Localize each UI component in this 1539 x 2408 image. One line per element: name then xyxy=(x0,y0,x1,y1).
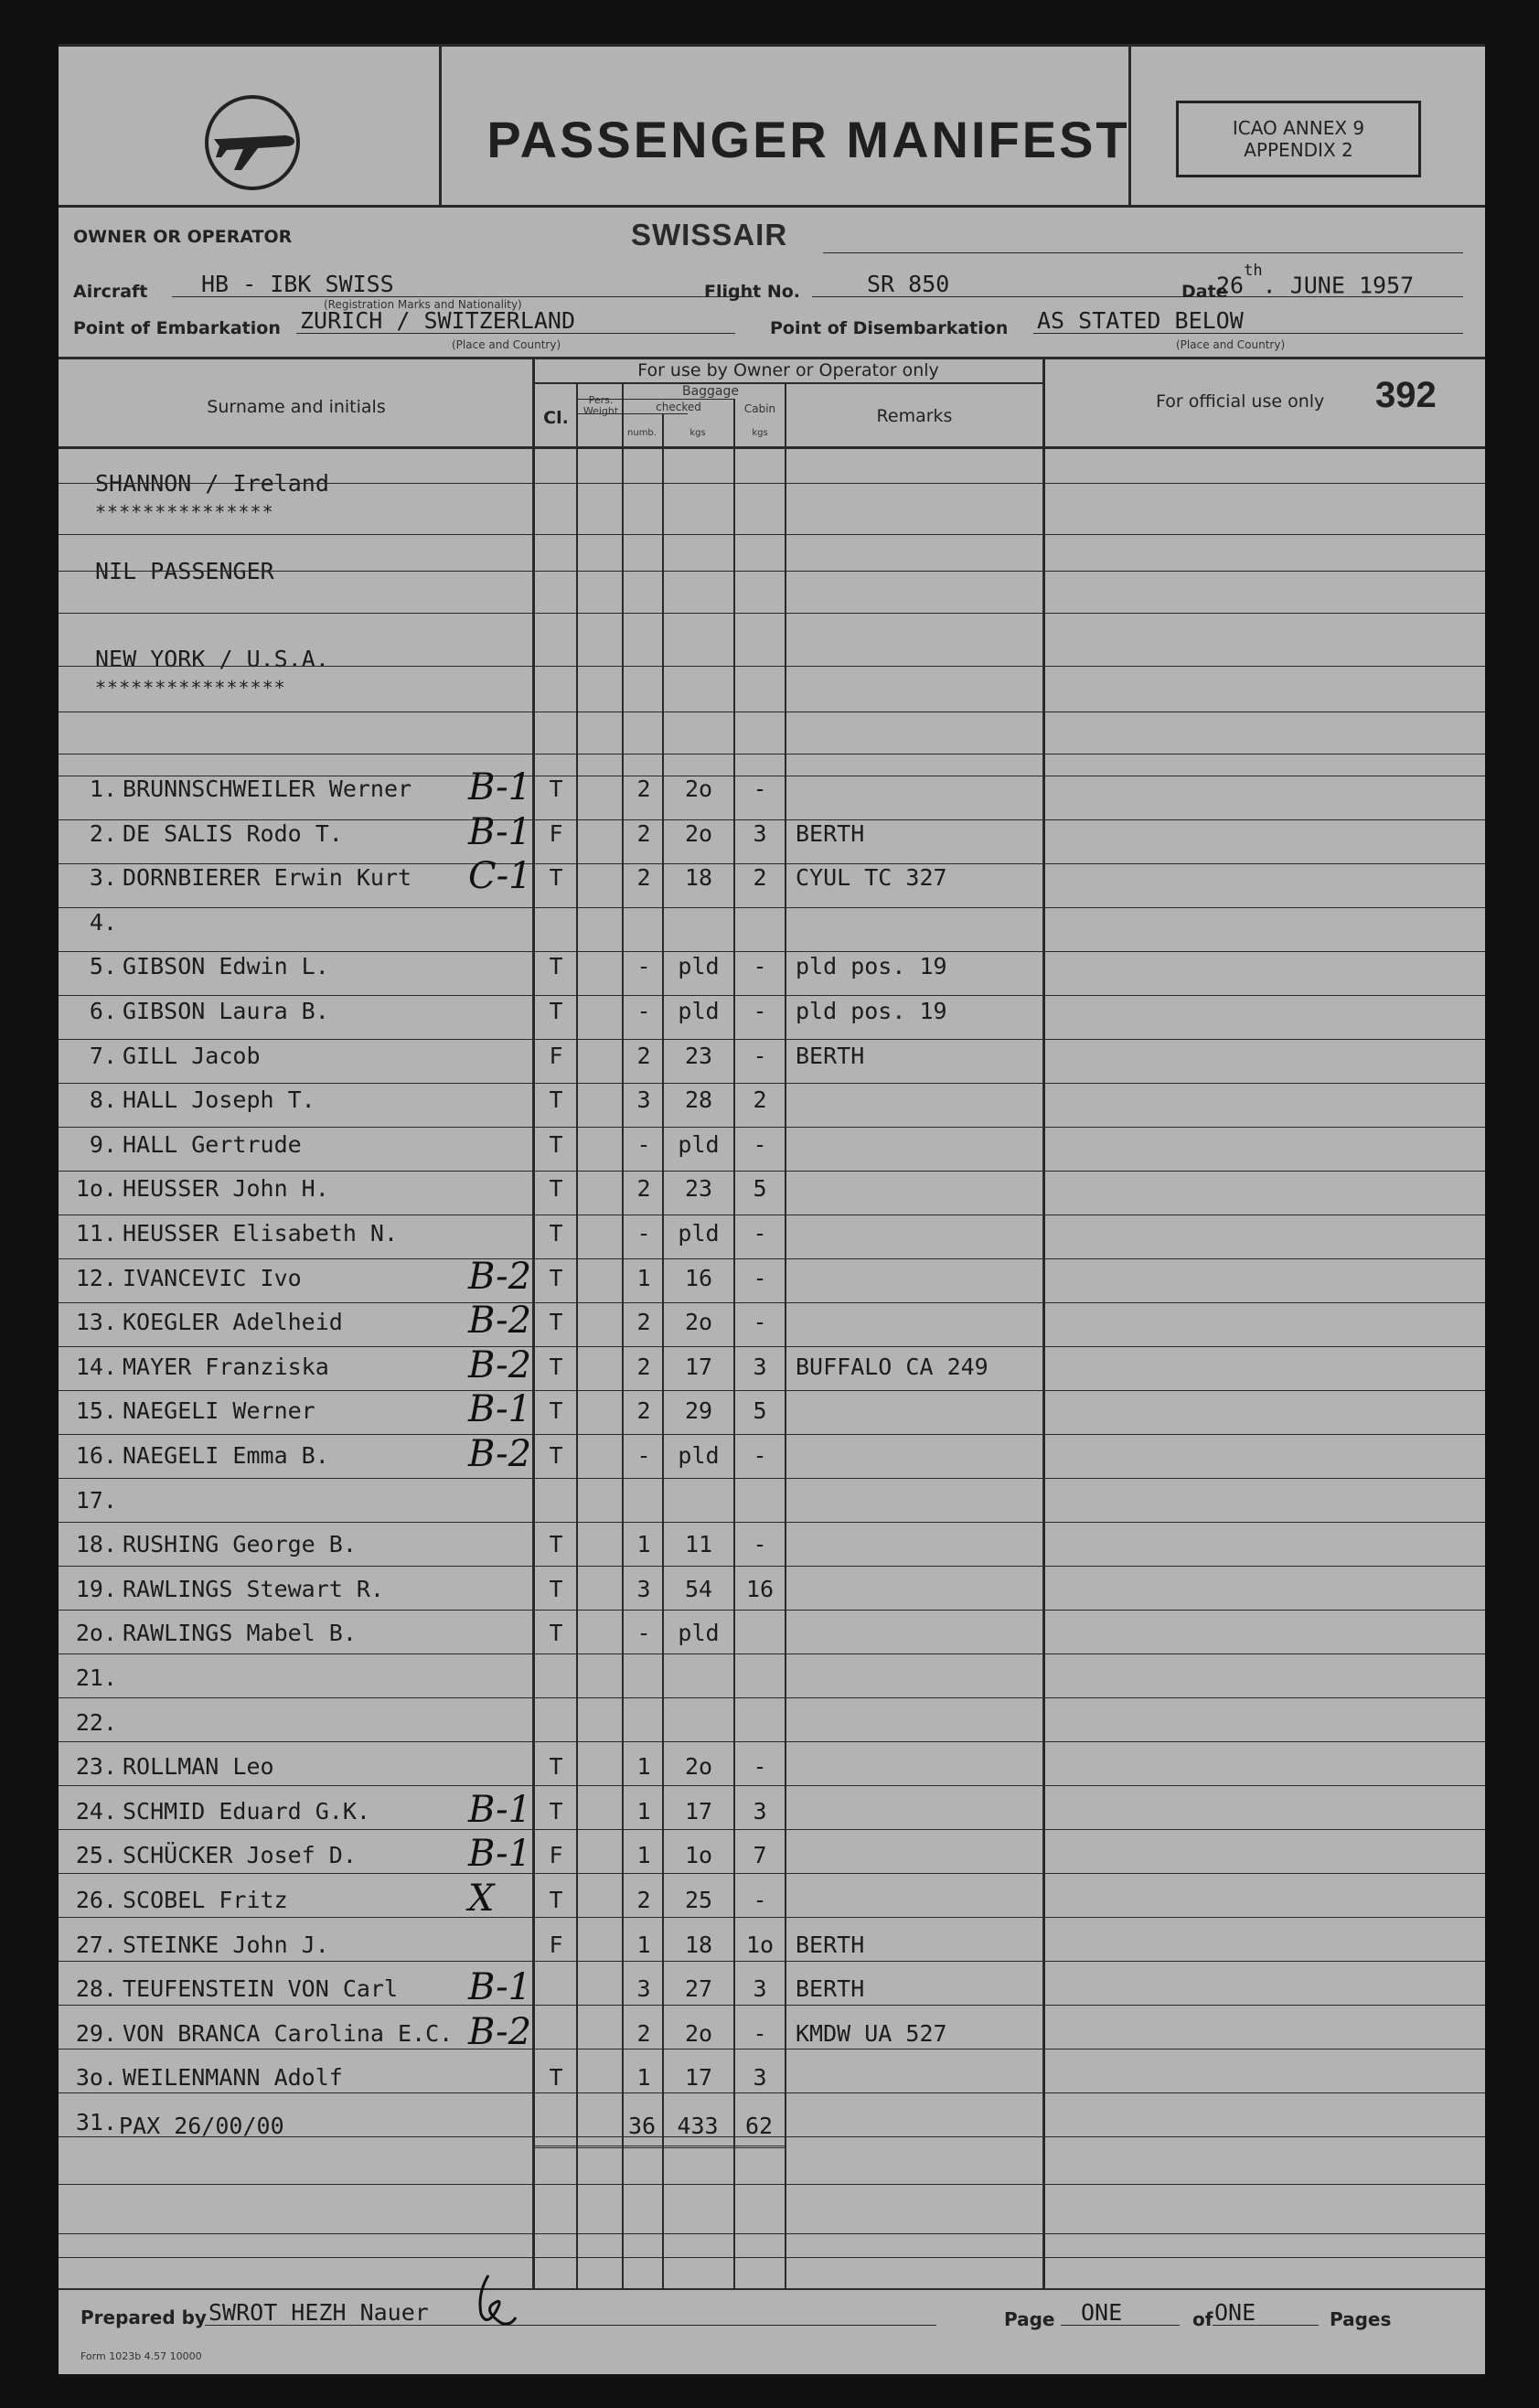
aircraft-value: HB - IBK SWISS xyxy=(201,271,394,297)
row-number: 4. xyxy=(89,909,117,936)
baggage-count-cell: 2 xyxy=(636,1887,651,1913)
table-header-bottom xyxy=(59,446,1485,449)
baggage-count-cell: 2 xyxy=(636,1175,651,1202)
remarks-cell: CYUL TC 327 xyxy=(796,864,947,891)
embarkation-note: (Place and Country) xyxy=(452,338,561,351)
checked-header: checked xyxy=(656,401,701,413)
class-column-header: Cl. xyxy=(543,408,569,428)
disembarkation-note: (Place and Country) xyxy=(1176,338,1286,351)
official-use-header: For official use only xyxy=(1156,391,1325,412)
class-cell: F xyxy=(549,820,563,847)
ruling-line xyxy=(59,613,1485,614)
passenger-name: HALL Joseph T. xyxy=(123,1086,315,1113)
table-row xyxy=(59,2105,1485,2149)
totals-kgs: 433 xyxy=(677,2113,719,2139)
baggage-kgs-cell: pld xyxy=(678,1220,720,1247)
remarks-cell: pld pos. 19 xyxy=(796,998,947,1024)
icao-line-1: ICAO ANNEX 9 xyxy=(1232,117,1365,139)
class-cell: F xyxy=(549,1842,563,1868)
row-number: 1. xyxy=(89,776,117,802)
passenger-name: RAWLINGS Stewart R. xyxy=(123,1576,384,1602)
weight-column-header: Pers. Weight xyxy=(582,394,619,417)
handwritten-mark: B-2 xyxy=(468,1344,532,1386)
cabin-cell: - xyxy=(753,998,767,1024)
class-cell: T xyxy=(549,1131,563,1158)
of-label: of xyxy=(1192,2308,1213,2330)
section-stars: *************** xyxy=(95,501,274,523)
handwritten-mark: B-1 xyxy=(468,1966,532,2008)
prepared-underline xyxy=(205,2325,936,2326)
row-number: 31. xyxy=(75,2109,117,2135)
remarks-cell: BERTH xyxy=(796,1975,865,2002)
of-value: ONE xyxy=(1214,2299,1256,2326)
totals-numb: 36 xyxy=(627,2113,657,2139)
baggage-kgs-cell: 17 xyxy=(684,1354,713,1380)
baggage-kgs-cell: 28 xyxy=(684,1086,713,1113)
cabin-cell: - xyxy=(753,776,767,802)
table-row xyxy=(59,1750,1485,1793)
baggage-count-cell: 1 xyxy=(636,1265,651,1291)
baggage-count-cell: 2 xyxy=(636,1354,651,1380)
row-number: 17. xyxy=(75,1487,117,1514)
table-row xyxy=(59,1966,1485,2016)
cabin-cell: - xyxy=(753,1043,767,1069)
row-number: 29. xyxy=(75,2020,117,2047)
row-number: 21. xyxy=(75,1664,117,1691)
ruling-line xyxy=(59,2257,1485,2258)
cabin-column-header: Cabin xyxy=(743,402,776,415)
table-row xyxy=(59,1661,1485,1705)
remarks-column-header: Remarks xyxy=(876,406,953,426)
cabin-cell: - xyxy=(753,1220,767,1247)
class-cell: T xyxy=(549,1620,563,1646)
class-cell: T xyxy=(549,2064,563,2091)
cabin-cell: - xyxy=(753,1531,767,1557)
flight-label: Flight No. xyxy=(704,282,801,302)
row-number: 26. xyxy=(75,1887,117,1913)
row-number: 27. xyxy=(75,1932,117,1958)
row-number: 3o. xyxy=(75,2064,117,2091)
row-number: 22. xyxy=(75,1709,117,1736)
baggage-count-cell: 1 xyxy=(636,1531,651,1557)
handwritten-mark: B-2 xyxy=(468,1256,532,1298)
cabin-cell: 7 xyxy=(753,1842,767,1868)
baggage-count-cell: - xyxy=(636,1620,651,1646)
of-underline xyxy=(1213,2325,1319,2326)
table-row xyxy=(59,1172,1485,1215)
table-row xyxy=(59,855,1485,904)
airplane-logo-icon xyxy=(203,93,302,192)
row-number: 6. xyxy=(89,998,117,1024)
icao-reference-box xyxy=(1176,101,1421,177)
baggage-kgs-cell: pld xyxy=(678,1442,720,1469)
cabin-cell: - xyxy=(753,1265,767,1291)
row-number: 7. xyxy=(89,1043,117,1069)
baggage-count-cell: - xyxy=(636,998,651,1024)
row-number: 2. xyxy=(89,820,117,847)
baggage-kgs-cell: pld xyxy=(678,998,720,1024)
top-border xyxy=(59,44,1485,47)
class-cell: T xyxy=(549,1887,563,1913)
table-row xyxy=(59,1300,1485,1349)
passenger-name: GIBSON Laura B. xyxy=(123,998,329,1024)
page-label: Page xyxy=(1004,2308,1055,2330)
cabin-cell: - xyxy=(753,1131,767,1158)
passenger-name: GIBSON Edwin L. xyxy=(123,953,329,979)
passenger-name: NAEGELI Werner xyxy=(123,1397,315,1424)
table-row xyxy=(59,1083,1485,1127)
class-cell: T xyxy=(549,864,563,891)
passenger-name: RUSHING George B. xyxy=(123,1531,357,1557)
class-cell: T xyxy=(549,1397,563,1424)
table-row xyxy=(59,1388,1485,1438)
baggage-count-cell: 2 xyxy=(636,1043,651,1069)
handwritten-mark: B-1 xyxy=(468,811,532,853)
prepared-label: Prepared by xyxy=(80,2306,207,2328)
flight-value: SR 850 xyxy=(867,271,950,297)
table-row xyxy=(59,949,1485,993)
baggage-count-cell: 2 xyxy=(636,2020,651,2047)
table-row xyxy=(59,1789,1485,1838)
cabin-cell: 2 xyxy=(753,1086,767,1113)
passenger-name: DORNBIERER Erwin Kurt xyxy=(123,864,412,891)
passenger-name: BRUNNSCHWEILER Werner xyxy=(123,776,412,802)
handwritten-mark: B-1 xyxy=(468,1833,532,1875)
baggage-kgs-cell: 17 xyxy=(684,2064,713,2091)
cabin-cell: 5 xyxy=(753,1397,767,1424)
ruling-line xyxy=(59,483,1485,484)
cabin-cell: - xyxy=(753,1887,767,1913)
date-day: 26 xyxy=(1216,272,1245,299)
passenger-name: ROLLMAN Leo xyxy=(123,1753,274,1780)
table-row xyxy=(59,766,1485,816)
class-cell: T xyxy=(549,776,563,802)
row-number: 5. xyxy=(89,953,117,979)
page-title: PASSENGER MANIFEST xyxy=(486,111,1130,168)
passenger-name: DE SALIS Rodo T. xyxy=(123,820,343,847)
table-row xyxy=(59,905,1485,949)
table-row xyxy=(59,1706,1485,1750)
passenger-name: STEINKE John J. xyxy=(123,1932,329,1958)
class-cell: T xyxy=(549,1531,563,1557)
table-row xyxy=(59,1572,1485,1616)
table-row xyxy=(59,1128,1485,1172)
row-number: 19. xyxy=(75,1576,117,1602)
baggage-count-cell: 1 xyxy=(636,2064,651,2091)
page-underline xyxy=(1061,2325,1180,2326)
baggage-count-cell: 3 xyxy=(636,1086,651,1113)
signature-icon xyxy=(461,2272,525,2332)
ruling-line xyxy=(59,666,1485,667)
ruling-line xyxy=(59,571,1485,572)
remarks-cell: pld pos. 19 xyxy=(796,953,947,979)
passenger-name: GILL Jacob xyxy=(123,1043,261,1069)
aircraft-label: Aircraft xyxy=(73,282,148,302)
pages-label: Pages xyxy=(1330,2308,1392,2330)
row-number: 11. xyxy=(75,1220,117,1247)
baggage-count-cell: 2 xyxy=(636,820,651,847)
page-value: ONE xyxy=(1081,2299,1123,2326)
cabin-cell: - xyxy=(753,953,767,979)
passenger-name: NAEGELI Emma B. xyxy=(123,1442,329,1469)
class-cell: T xyxy=(549,1265,563,1291)
date-rest: . JUNE 1957 xyxy=(1262,272,1415,299)
remarks-cell: BERTH xyxy=(796,1932,865,1958)
handwritten-mark: B-1 xyxy=(468,766,532,808)
baggage-count-cell: - xyxy=(636,1442,651,1469)
passenger-name: MAYER Franziska xyxy=(123,1354,329,1380)
operator-value: SWISSAIR xyxy=(631,218,788,252)
date-underline xyxy=(1216,296,1463,297)
row-number: 18. xyxy=(75,1531,117,1557)
class-cell: T xyxy=(549,1354,563,1380)
passenger-name: KOEGLER Adelheid xyxy=(123,1309,343,1335)
passenger-name: SCHMID Eduard G.K. xyxy=(123,1798,370,1825)
cabin-cell: 3 xyxy=(753,1354,767,1380)
disembarkation-label: Point of Disembarkation xyxy=(770,318,1009,338)
header-divider-left xyxy=(439,44,442,205)
cabin-cell: - xyxy=(753,1753,767,1780)
baggage-kgs-cell: 54 xyxy=(684,1576,713,1602)
footer-rule xyxy=(59,2288,1485,2290)
form-code: Form 1023b 4.57 10000 xyxy=(80,2350,202,2362)
passenger-name: RAWLINGS Mabel B. xyxy=(123,1620,357,1646)
row-number: 23. xyxy=(75,1753,117,1780)
baggage-kgs-cell: pld xyxy=(678,1620,720,1646)
remarks-cell: BUFFALO CA 249 xyxy=(796,1354,989,1380)
cabin-cell: - xyxy=(753,1309,767,1335)
baggage-kgs-cell: 2o xyxy=(684,1309,713,1335)
row-number: 16. xyxy=(75,1442,117,1469)
table-row xyxy=(59,1878,1485,1927)
row-number: 8. xyxy=(89,1086,117,1113)
remarks-cell: KMDW UA 527 xyxy=(796,2020,947,2047)
table-row xyxy=(59,1433,1485,1482)
baggage-count-cell: - xyxy=(636,1220,651,1247)
baggage-header: Baggage xyxy=(681,384,740,399)
official-number: 392 xyxy=(1375,375,1437,415)
passenger-name: SCOBEL Fritz xyxy=(123,1887,288,1913)
section-stars: **************** xyxy=(95,677,286,699)
baggage-count-cell: - xyxy=(636,953,651,979)
baggage-kgs-cell: 25 xyxy=(684,1887,713,1913)
handwritten-mark: B-2 xyxy=(468,1433,532,1475)
class-cell: T xyxy=(549,1175,563,1202)
class-cell: F xyxy=(549,1932,563,1958)
baggage-kgs-cell: 2o xyxy=(684,2020,713,2047)
passenger-name: HALL Gertrude xyxy=(123,1131,302,1158)
row-number: 9. xyxy=(89,1131,117,1158)
baggage-kgs-cell: 2o xyxy=(684,820,713,847)
class-cell: T xyxy=(549,1576,563,1602)
baggage-kgs-cell: 1o xyxy=(684,1842,713,1868)
baggage-count-cell: 1 xyxy=(636,1932,651,1958)
row-number: 15. xyxy=(75,1397,117,1424)
table-row xyxy=(59,1833,1485,1882)
passenger-name: HEUSSER John H. xyxy=(123,1175,329,1202)
table-row xyxy=(59,1616,1485,1660)
owner-use-header: For use by Owner or Operator only xyxy=(637,360,939,380)
table-row xyxy=(59,1256,1485,1305)
class-cell: T xyxy=(549,998,563,1024)
baggage-count-cell: 3 xyxy=(636,1576,651,1602)
cabin-cell: 16 xyxy=(745,1576,775,1602)
row-number: 13. xyxy=(75,1309,117,1335)
passenger-name: IVANCEVIC Ivo xyxy=(123,1265,302,1291)
section-place: NEW YORK / U.S.A. xyxy=(95,646,329,672)
numb-column-header: numb. xyxy=(627,428,657,438)
cabin-cell: 1o xyxy=(745,1932,775,1958)
aircraft-underline xyxy=(172,296,753,297)
cabin-cell: - xyxy=(753,2020,767,2047)
remarks-cell: BERTH xyxy=(796,820,865,847)
disembarkation-value: AS STATED BELOW xyxy=(1037,307,1244,334)
baggage-count-cell: 2 xyxy=(636,864,651,891)
remarks-cell: BERTH xyxy=(796,1043,865,1069)
cabin-cell: 3 xyxy=(753,1975,767,2002)
table-row xyxy=(59,1483,1485,1527)
embarkation-underline xyxy=(296,333,735,334)
row-number: 1o. xyxy=(75,1175,117,1202)
passenger-name: SCHÜCKER Josef D. xyxy=(123,1842,357,1868)
class-cell: T xyxy=(549,1442,563,1469)
passenger-name: TEUFENSTEIN VON Carl xyxy=(123,1975,399,2002)
handwritten-mark: X xyxy=(468,1878,495,1920)
aircraft-note: (Registration Marks and Nationality) xyxy=(324,298,522,311)
disembarkation-underline xyxy=(1033,333,1463,334)
class-cell: T xyxy=(549,1086,563,1113)
baggage-kgs-cell: 18 xyxy=(684,1932,713,1958)
table-row xyxy=(59,994,1485,1038)
table-row xyxy=(59,1216,1485,1260)
cabin-cell: 5 xyxy=(753,1175,767,1202)
row-number: 28. xyxy=(75,1975,117,2002)
kgs-column-header: kgs xyxy=(689,428,706,438)
baggage-kgs-cell: 29 xyxy=(684,1397,713,1424)
class-cell: F xyxy=(549,1043,563,1069)
class-cell: T xyxy=(549,1220,563,1247)
row-number: 3. xyxy=(89,864,117,891)
passenger-name: HEUSSER Elisabeth N. xyxy=(123,1220,399,1247)
baggage-kgs-cell: 23 xyxy=(684,1043,713,1069)
baggage-count-cell: 1 xyxy=(636,1753,651,1780)
table-row xyxy=(59,1344,1485,1394)
embarkation-label: Point of Embarkation xyxy=(73,318,281,338)
operator-underline xyxy=(823,252,1463,253)
handwritten-mark: B-2 xyxy=(468,2011,532,2053)
baggage-count-cell: 3 xyxy=(636,1975,651,2002)
baggage-kgs-cell: 18 xyxy=(684,864,713,891)
table-row xyxy=(59,1527,1485,1571)
handwritten-mark: B-1 xyxy=(468,1388,532,1430)
baggage-count-cell: - xyxy=(636,1131,651,1158)
prepared-value: SWROT HEZH Nauer xyxy=(208,2299,429,2326)
table-row xyxy=(59,1039,1485,1083)
icao-line-2: APPENDIX 2 xyxy=(1244,139,1353,161)
baggage-kgs-cell: pld xyxy=(678,953,720,979)
table-row xyxy=(59,811,1485,861)
header-bottom-rule xyxy=(59,205,1485,208)
cabin-cell: 3 xyxy=(753,1798,767,1825)
row-number: 25. xyxy=(75,1842,117,1868)
passenger-name: VON BRANCA Carolina E.C. xyxy=(123,2020,454,2047)
handwritten-mark: B-1 xyxy=(468,1789,532,1831)
cabin-cell: 2 xyxy=(753,864,767,891)
table-row xyxy=(59,2011,1485,2060)
baggage-kgs-cell: 23 xyxy=(684,1175,713,1202)
baggage-kgs-cell: 17 xyxy=(684,1798,713,1825)
baggage-kgs-cell: 16 xyxy=(684,1265,713,1291)
table-top-rule xyxy=(59,357,1485,359)
baggage-count-cell: 2 xyxy=(636,776,651,802)
surname-column-header: Surname and initials xyxy=(207,397,386,417)
handwritten-mark: B-2 xyxy=(468,1300,532,1342)
manifest-sheet xyxy=(59,44,1485,2374)
cabin-cell: 3 xyxy=(753,2064,767,2091)
baggage-kgs-cell: 2o xyxy=(684,1753,713,1780)
row-number: 2o. xyxy=(75,1620,117,1646)
cabin-cell: 3 xyxy=(753,820,767,847)
baggage-kgs-cell: 2o xyxy=(684,776,713,802)
table-row xyxy=(59,1928,1485,1972)
baggage-count-cell: 2 xyxy=(636,1309,651,1335)
passenger-name: WEILENMANN Adolf xyxy=(123,2064,343,2091)
cabin-kgs-header: kgs xyxy=(752,428,768,438)
embarkation-value: ZURICH / SWITZERLAND xyxy=(300,307,576,334)
date-label: Date xyxy=(1181,282,1228,302)
class-cell: T xyxy=(549,953,563,979)
row-number: 14. xyxy=(75,1354,117,1380)
ruling-line xyxy=(59,754,1485,755)
row-number: 12. xyxy=(75,1265,117,1291)
baggage-kgs-cell: pld xyxy=(678,1131,720,1158)
class-cell: T xyxy=(549,1309,563,1335)
class-cell: T xyxy=(549,1753,563,1780)
section-place: NIL PASSENGER xyxy=(95,558,274,584)
operator-label: OWNER OR OPERATOR xyxy=(73,227,293,247)
ruling-line xyxy=(59,2184,1485,2185)
baggage-kgs-cell: 11 xyxy=(684,1531,713,1557)
ruling-line xyxy=(59,2233,1485,2234)
baggage-count-cell: 2 xyxy=(636,1397,651,1424)
table-row xyxy=(59,2060,1485,2104)
row-number: 24. xyxy=(75,1798,117,1825)
section-place: SHANNON / Ireland xyxy=(95,470,329,497)
totals-label: PAX 26/00/00 xyxy=(119,2113,284,2139)
date-value xyxy=(1216,262,1415,299)
baggage-count-cell: 1 xyxy=(636,1842,651,1868)
baggage-count-cell: 1 xyxy=(636,1798,651,1825)
ruling-line xyxy=(59,534,1485,535)
totals-cabin: 62 xyxy=(744,2113,774,2139)
date-suffix: th xyxy=(1244,262,1263,280)
cabin-cell: - xyxy=(753,1442,767,1469)
flight-underline xyxy=(812,296,1224,297)
baggage-kgs-cell: 27 xyxy=(684,1975,713,2002)
handwritten-mark: C-1 xyxy=(468,855,532,897)
class-cell: T xyxy=(549,1798,563,1825)
